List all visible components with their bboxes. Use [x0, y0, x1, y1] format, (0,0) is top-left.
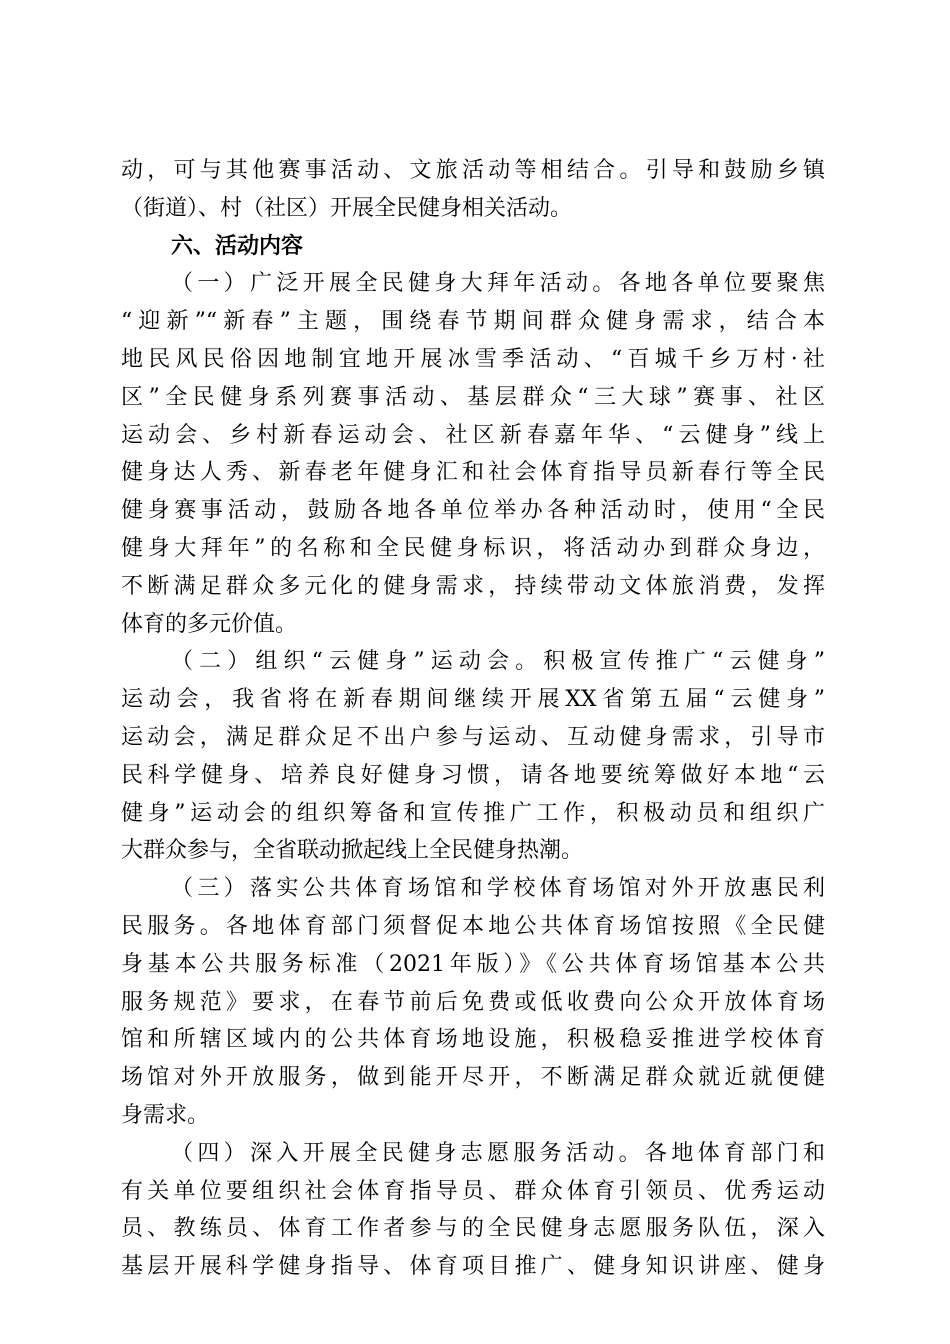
paragraph-line: 动，可与其他赛事活动、文旅活动等相结合。引导和鼓励乡镇: [121, 158, 825, 183]
paragraph-line: 地民风民俗因地制宜地开展冰雪季活动、“百城千乡万村·社: [121, 346, 825, 372]
paragraph-line: 运动会、乡村新春运动会、社区新春嘉年华、“云健身”线上: [121, 422, 825, 448]
paragraph-line: 基层开展科学健身指导、体育项目推广、健身知识讲座、健身: [121, 1254, 825, 1280]
paragraph-line: （街道）、村（社区）开展全民健身相关活动。: [121, 195, 573, 221]
paragraph-line: 健身达人秀、新春老年健身汇和社会体育指导员新春行等全民: [121, 460, 825, 486]
paragraph-line: 场馆对外开放服务，做到能开尽开，不断满足群众就近就便健: [121, 1065, 825, 1091]
section-heading: 六、活动内容: [171, 233, 304, 259]
paragraph-line: 区”全民健身系列赛事活动、基层群众“三大球”赛事、社区: [121, 384, 825, 410]
paragraph-line: 身基本公共服务标准（2021年版）》《公共体育场馆基本公共: [121, 951, 825, 977]
paragraph-line: 身需求。: [121, 1102, 210, 1128]
paragraph-line: 体育的多元价值。: [121, 611, 298, 637]
paragraph-line: 健身大拜年”的名称和全民健身标识，将活动办到群众身边，: [121, 535, 825, 561]
paragraph-line: 员、教练员、体育工作者参与的全民健身志愿服务队伍，深入: [121, 1216, 825, 1242]
document-body: [121, 152, 825, 1286]
paragraph-line: 不断满足群众多元化的健身需求，持续带动文体旅消费，发挥: [121, 573, 825, 599]
paragraph-line: 健身赛事活动，鼓励各地各单位举办各种活动时，使用“全民: [121, 498, 825, 524]
paragraph-line: “迎新”“新春”主题，围绕春节期间群众健身需求，结合本: [121, 309, 825, 335]
paragraph-line: 健身”运动会的组织筹备和宣传推广工作，积极动员和组织广: [121, 800, 825, 826]
paragraph-line: （四）深入开展全民健身志愿服务活动。各地体育部门和: [171, 1140, 825, 1166]
paragraph-line: 运动会，满足群众足不出户参与运动、互动健身需求，引导市: [121, 724, 825, 750]
paragraph-line: （一）广泛开展全民健身大拜年活动。各地各单位要聚焦: [171, 271, 825, 297]
paragraph-line: （三）落实公共体育场馆和学校体育场馆对外开放惠民利: [171, 876, 825, 902]
paragraph-line: 运动会，我省将在新春期间继续开展XX省第五届“云健身”: [121, 687, 825, 713]
paragraph-line: 服务规范》要求，在春节前后免费或低收费向公众开放体育场: [121, 989, 825, 1015]
paragraph-line: 馆和所辖区域内的公共体育场地设施，积极稳妥推进学校体育: [121, 1027, 825, 1053]
paragraph-line: 大群众参与，全省联动掀起线上全民健身热潮。: [121, 838, 584, 864]
paragraph-line: 民科学健身、培养良好健身习惯，请各地要统筹做好本地“云: [121, 762, 825, 788]
paragraph-line: （二）组织“云健身”运动会。积极宣传推广“云健身”: [171, 649, 825, 675]
paragraph-line: 民服务。各地体育部门须督促本地公共体育场馆按照《全民健: [121, 913, 825, 939]
paragraph-line: 有关单位要组织社会体育指导员、群众体育引领员、优秀运动: [121, 1178, 825, 1204]
